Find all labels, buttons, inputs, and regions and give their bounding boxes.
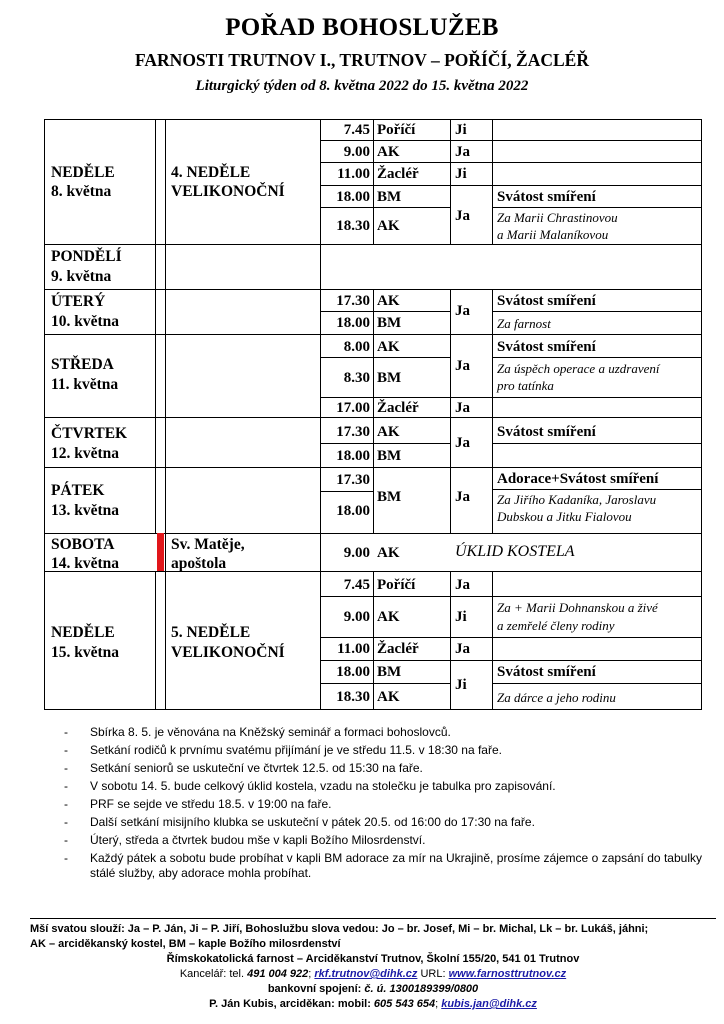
bank-info <box>30 982 716 997</box>
mass-priest: Ja <box>455 303 470 319</box>
mass-intention: Za Marii Chrastinovou <box>497 210 618 225</box>
mass-place: BM <box>377 489 402 505</box>
table-divider <box>44 334 702 335</box>
table-divider <box>373 119 374 244</box>
mass-intention: Dubskou a Jitku Fialovou <box>497 509 632 524</box>
mass-place: BM <box>377 664 402 680</box>
event-note: Svátost smíření <box>497 664 596 680</box>
table-divider <box>320 491 373 492</box>
announcement-item: - Úterý, středa a čtvrtek budou mše v kapli Božího Milosrdenství. <box>64 833 702 848</box>
mass-intention: Za Jiřího Kadaníka, Jaroslavu <box>497 492 657 507</box>
mass-time: 18.00 <box>336 448 370 464</box>
mass-priest: Ja <box>455 144 470 160</box>
day-name: STŘEDA <box>51 356 114 373</box>
mass-intention: a zemřelé členy rodiny <box>497 618 615 633</box>
mass-place: Poříčí <box>377 122 416 138</box>
event-note: Adorace+Svátost smíření <box>497 471 659 487</box>
table-divider <box>320 185 702 186</box>
mass-time: 7.45 <box>343 122 370 138</box>
mass-priest: Ji <box>455 122 467 138</box>
table-divider <box>320 207 450 208</box>
event-note: Svátost smíření <box>497 189 596 205</box>
mass-time: 9.00 <box>343 144 370 160</box>
day-date: 9. května <box>51 268 112 285</box>
mass-priest: Ja <box>455 208 470 224</box>
feast-name: Sv. Matěje, <box>171 536 245 553</box>
table-divider <box>320 357 450 358</box>
mass-place: AK <box>377 545 400 561</box>
feast-name: 4. NEDĚLE <box>171 164 251 181</box>
mass-priest: Ji <box>455 677 467 693</box>
table-divider <box>492 311 702 312</box>
mass-time: 9.00 <box>343 545 370 561</box>
feast-name: VELIKONOČNÍ <box>171 644 285 661</box>
event-note: Svátost smíření <box>497 293 596 309</box>
table-divider <box>492 207 702 208</box>
footer-divider <box>30 918 716 919</box>
mass-time: 17.30 <box>336 293 370 309</box>
mass-time: 18.00 <box>336 315 370 331</box>
table-divider <box>492 289 493 533</box>
day-date: 11. května <box>51 376 119 393</box>
mass-priest: Ja <box>455 435 470 451</box>
announcement-item: - Další setkání misijního klubka se uskuteční v pátek 20.5. od 16:00 do 17:30 na faře. <box>64 815 702 830</box>
mass-intention: Za farnost <box>497 316 551 331</box>
table-divider <box>492 119 493 244</box>
table-divider <box>44 467 702 468</box>
event-note: Svátost smíření <box>497 424 596 440</box>
table-divider <box>44 571 702 572</box>
footer <box>30 922 716 1012</box>
office-contact: Kancelář: tel. 491 004 922; rkf.trutnov@dihk.cz URL: www.farnosttrutnov.cz <box>179 968 567 980</box>
mass-time: 18.00 <box>336 503 370 519</box>
mass-intention: Za dárce a jeho rodinu <box>497 690 616 705</box>
day-name: ÚTERÝ <box>51 293 106 310</box>
bank-label: bankovní spojení: <box>267 983 362 995</box>
table-divider <box>44 289 702 290</box>
table-divider <box>44 533 702 534</box>
priest-email-link[interactable]: kubis.jan@dihk.cz <box>441 998 537 1010</box>
table-divider <box>450 119 451 244</box>
mass-priest: Ja <box>455 400 470 416</box>
day-date: 13. května <box>51 502 120 519</box>
table-divider <box>492 683 702 684</box>
mass-priest: Ji <box>455 609 467 625</box>
table-divider <box>44 244 702 245</box>
announcements-list <box>64 725 702 884</box>
table-divider <box>373 571 374 710</box>
day-date: 14. května <box>51 555 120 572</box>
parish-subtitle: FARNOSTI TRUTNOV I., TRUTNOV – POŘÍČÍ, ŽACLÉŘ <box>135 50 589 70</box>
announcement-item: - Každý pátek a sobotu bude probíhat v kapli BM adorace za mír na Ukrajině, prosíme zájemce o zapsání do tabulky stálé služby, aby adorace mohla probíhat. <box>64 851 702 882</box>
day-name: NEDĚLE <box>51 624 115 641</box>
mass-time: 17.30 <box>336 472 370 488</box>
mass-intention: Za + Marii Dohnanskou a živé <box>497 600 658 615</box>
mass-place: AK <box>377 424 400 440</box>
day-name: PONDĚLÍ <box>51 248 122 265</box>
mass-intention: Za úspěch operace a uzdravení <box>497 361 660 376</box>
feast-name: apoštola <box>171 555 227 572</box>
mass-time: 8.30 <box>343 370 370 386</box>
table-divider <box>320 683 450 684</box>
table-divider <box>320 443 450 444</box>
footer-legend-priests: Mší svatou slouží: Ja – P. Ján, Ji – P. Jiří, Bohoslužbu slova vedou: Jo – br. Josef, Mi – br. Michal, Lk – br. Lukáš, jáhni; <box>30 923 649 935</box>
mass-time: 11.00 <box>337 641 370 657</box>
announcement-item: - PRF se sejde ve středu 18.5. v 19:00 na faře. <box>64 797 702 812</box>
mass-priest: Ja <box>455 489 470 505</box>
table-divider <box>450 571 451 710</box>
mass-time: 18.30 <box>336 689 370 705</box>
feast-name: VELIKONOČNÍ <box>171 183 285 200</box>
mass-place: AK <box>377 689 400 705</box>
mass-priest: Ja <box>455 358 470 374</box>
announcement-item: - Setkání rodičů k prvnímu svatému přijímání je ve středu 11.5. v 18:30 na faře. <box>64 743 702 758</box>
mass-place: AK <box>377 144 400 160</box>
event-note: ÚKLID KOSTELA <box>455 543 575 560</box>
week-range: Liturgický týden od 8. května 2022 do 15. května 2022 <box>195 78 529 94</box>
table-divider <box>320 660 702 661</box>
mass-priest: Ja <box>455 577 470 593</box>
mass-place: BM <box>377 315 402 331</box>
day-name: ČTVRTEK <box>51 425 128 442</box>
parish-address: Římskokatolická farnost – Arciděkanství Trutnov, Školní 155/20, 541 01 Trutnov <box>166 953 580 965</box>
mass-time: 11.00 <box>337 166 370 182</box>
footer-legend-places: AK – arciděkanský kostel, BM – kaple Božího milosrdenství <box>30 938 341 950</box>
table-divider <box>320 596 702 597</box>
mass-time: 7.45 <box>343 577 370 593</box>
table-divider <box>320 162 702 163</box>
event-note: Svátost smíření <box>497 339 596 355</box>
mass-priest: Ja <box>455 641 470 657</box>
day-date: 12. května <box>51 445 120 462</box>
mass-place: AK <box>377 218 400 234</box>
table-divider <box>373 289 374 533</box>
announcement-item: - Setkání seniorů se uskuteční ve čtvrtek 12.5. od 15:30 na faře. <box>64 761 702 776</box>
mass-place: Žacléř <box>377 641 419 657</box>
day-name: PÁTEK <box>51 482 105 499</box>
mass-time: 17.00 <box>336 400 370 416</box>
table-divider <box>492 489 702 490</box>
liturgical-color-marker <box>157 533 164 571</box>
url-label: URL: <box>420 968 446 980</box>
priest-phone: 605 543 654 <box>373 998 436 1010</box>
mass-priest: Ji <box>455 166 467 182</box>
priest-label: P. Ján Kubis, arciděkan: mobil: <box>209 998 371 1010</box>
mass-time: 8.00 <box>343 339 370 355</box>
mass-place: AK <box>377 609 400 625</box>
feast-name: 5. NEDĚLE <box>171 624 251 641</box>
table-divider <box>492 443 702 444</box>
mass-place: BM <box>377 189 402 205</box>
table-divider <box>165 119 166 710</box>
mass-time: 9.00 <box>343 609 370 625</box>
mass-place: Žacléř <box>377 166 419 182</box>
bank-account: č. ú. 1300189399/0800 <box>364 983 479 995</box>
table-divider <box>320 311 450 312</box>
day-date: 10. května <box>51 313 120 330</box>
mass-intention: pro tatínka <box>497 378 554 393</box>
table-divider <box>492 571 493 710</box>
mass-place: AK <box>377 293 400 309</box>
mass-time: 18.30 <box>336 218 370 234</box>
mass-place: Žacléř <box>377 400 419 416</box>
table-divider <box>44 417 702 418</box>
table-divider <box>492 357 702 358</box>
announcement-item: - V sobotu 14. 5. bude celkový úklid kostela, vzadu na stolečku je tabulka pro zapisování. <box>64 779 702 794</box>
table-divider <box>450 289 451 533</box>
mass-time: 17.30 <box>336 424 370 440</box>
office-email-link[interactable]: rkf.trutnov@dihk.cz <box>314 968 418 980</box>
announcement-item: - Sbírka 8. 5. je věnována na Kněžský seminář a formaci bohoslovců. <box>64 725 702 740</box>
table-divider <box>320 140 702 141</box>
table-divider <box>320 637 702 638</box>
table-divider <box>155 571 156 710</box>
mass-time: 18.00 <box>336 664 370 680</box>
table-divider <box>320 397 702 398</box>
day-date: 15. května <box>51 644 120 661</box>
website-link[interactable]: www.farnosttrutnov.cz <box>448 968 567 980</box>
priest-contact: P. Ján Kubis, arciděkan: mobil: 605 543 654; kubis.jan@dihk.cz <box>209 998 537 1010</box>
mass-time: 18.00 <box>336 189 370 205</box>
mass-place: BM <box>377 370 402 386</box>
day-name: NEDĚLE <box>51 164 115 181</box>
page-title: POŘAD BOHOSLUŽEB <box>225 14 499 41</box>
office-label: Kancelář: tel. <box>179 968 245 980</box>
office-phone: 491 004 922 <box>247 968 309 980</box>
mass-place: Poříčí <box>377 577 416 593</box>
table-divider <box>155 119 156 533</box>
mass-place: AK <box>377 339 400 355</box>
mass-place: BM <box>377 448 402 464</box>
day-name: SOBOTA <box>51 536 115 553</box>
mass-intention: a Marii Malaníkovou <box>497 227 609 242</box>
day-date: 8. května <box>51 183 112 200</box>
